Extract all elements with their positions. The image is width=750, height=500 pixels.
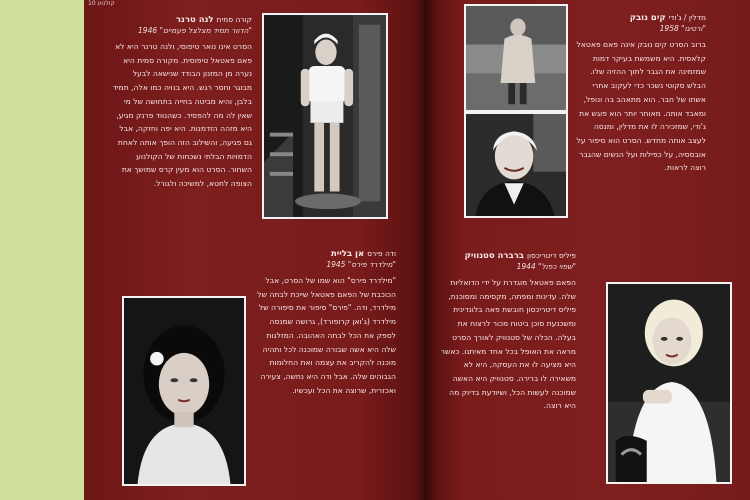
entry-film: "ורטיגו" 1958 (659, 24, 706, 33)
entry-title (574, 12, 706, 24)
entry-title (112, 14, 252, 26)
page-gutter (414, 0, 436, 500)
photo-kim-novak-top (464, 4, 568, 112)
entry-role: קורה סמית (216, 15, 252, 24)
entry-body: הסרט אינו נואר טיפוסי, ולנה טרנר היא לא פאם פאטאל טיפוסית. מקורה סמית היא נערה מן המזנון הבודד שנישאה לבעל מבוגר וחסר רגש. היא בנויה כמו אלה, תמיד בלבן, והיא מביטה בחייה בתחושה של מי שאין לה מה להפסיד. כשהנווד פרנק מגיע, היא מזהה הזדמנות. היא יפה וחזקה, אבל גם פגיעה, והשילוב הזה הופך אותה לאחת הדמויות הבלתי נשכחות של הקולנוע השחור. הסרט הוא מעין קרס שמושך את הצופה לחטא, למשיכה ולגורל. (112, 42, 252, 189)
entry-barbara-stanwyck (438, 250, 576, 413)
entry-film: "מילדרד פירס" 1945 (326, 260, 396, 269)
entry-actress: ברברה סטנוויק (464, 251, 524, 261)
magazine-spread (84, 0, 750, 500)
photo-barbara-stanwyck (606, 282, 732, 484)
running-head: קולנוע 10 (88, 0, 115, 7)
entry-film: "שפוי כפול" 1944 (516, 262, 576, 271)
entry-actress: קים נובק (629, 13, 666, 23)
photo-lana-turner (262, 13, 388, 219)
entry-actress: אן בליית (330, 249, 365, 259)
left-page (84, 0, 424, 500)
entry-title (256, 248, 396, 260)
entry-role: ודה פירס (367, 249, 396, 258)
entry-title (438, 250, 576, 262)
photo-ann-blyth (122, 296, 246, 486)
background-left (0, 0, 84, 500)
entry-kim-novak (574, 12, 706, 175)
entry-body: ברוב הסרט קים נובק אינה פאם פאטאל קלאסית. היא משמשת בעיקר דמות שמזמינה את הגבר לתוך ההזיה שלו. הבלש סקוטי נשכר כדי לעקוב אחרי אשתו של חבר. הוא מתאהב בה ונופל, ומאבד אותה. מאוחר יותר הוא פוגש את ג'ודי, שמזכירה לו את מדלין, ומנסה לעצב אותה מחדש. הסרט הוא סיפור על אובססיה, על כפילות ועל הנשים שהגבר רוצה לראות. (576, 40, 706, 173)
entry-body: "מילדרד פירס" הוא שמו של הסרט, אבל הכוכבת של הפאם פאטאל שייכת לבתה של מילדרד, ודה. "פירס" סיפור את סיפורה של מילדרד (ג'ואן קרופורד), גרושה שמנסה לספק את הכל לבתה האהובה. המזלגות שלה היא אשה שבורה שמוכנה לכל ותהיה מוכנה להקריב את עצמה ואת החלומות הגבוהים שלה. אבל ודה היא נחשה, צעירה ואכזרית, שרוצה את הכל ועכשיו. (257, 276, 396, 395)
entry-role: פיליס דיטריכסון (526, 251, 576, 260)
right-page (424, 0, 750, 500)
photo-kim-novak-bottom (464, 112, 568, 218)
entry-body: הפאם פאטאל מוגדרת על ידי הדואליות שלה. עדינות ומפתה, מקסימה ומסוכנת, פיליס דיטריכסון חובשת פאה בלונדינית ומשכנעת סוכן ביטוח מכור לרצוח את בעלה. הכלה של סטנוויק לאורך הסרט מראה את האופל בכל אחד מאיתנו. כאשר היא מציעה לו את העסקה, היא לא משאירה לו ברירה. סטנוויק היא האשה שמוכנה לעשות הכל, ושיודעת בדיוק מה היא רוצה. (440, 278, 576, 411)
entry-role: מדלין / ג'ודי (668, 13, 706, 22)
entry-film: "הדוור תמיד מצלצל פעמיים" 1946 (138, 26, 252, 35)
entry-actress: לנה טרנר (175, 15, 214, 25)
entry-ann-blyth (256, 248, 396, 397)
entry-lana-turner (112, 14, 252, 191)
